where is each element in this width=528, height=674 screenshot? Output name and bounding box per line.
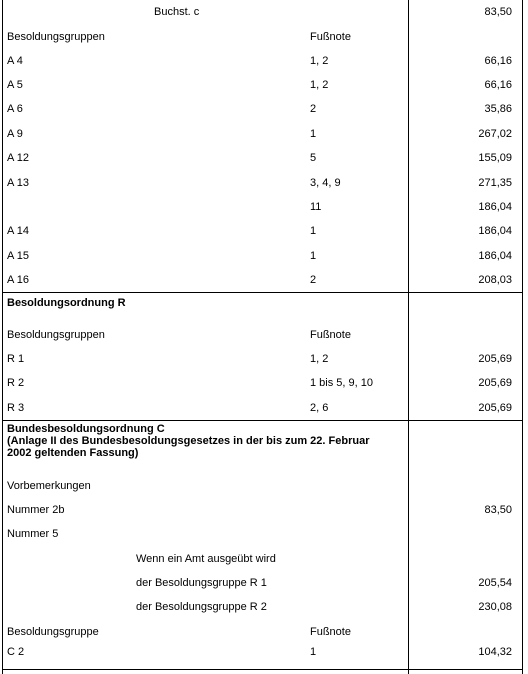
table-row-footnote: 3, 4, 9	[310, 177, 341, 189]
table-row-label: R 2	[7, 377, 25, 389]
column-header-group: Besoldungsgruppen	[7, 329, 105, 341]
table-row-value: 271,35	[478, 177, 512, 189]
condition-text: Wenn ein Amt ausgeübt wird	[136, 553, 276, 565]
table-row-value: 66,16	[484, 79, 512, 91]
table-row-footnote: 2	[310, 103, 317, 115]
table-row-label: R 1	[7, 353, 25, 365]
table-row-value: 83,50	[484, 6, 512, 18]
column-header-group: Besoldungsgruppe	[7, 626, 99, 638]
table-row-value: 205,69	[478, 402, 512, 414]
row-divider	[2, 669, 523, 670]
table-row-indent-label: Buchst. c	[154, 6, 200, 18]
table-row-value: 267,02	[478, 128, 512, 140]
table-row-footnote: 2	[310, 274, 317, 286]
table-row-label: A 6	[7, 103, 23, 115]
table-row-footnote: 1	[310, 225, 317, 237]
column-header-footnote: Fußnote	[310, 31, 351, 43]
vorbemerkungen-label: Vorbemerkungen	[7, 480, 91, 492]
table-row-label: A 13	[7, 177, 30, 189]
table-row-value: 186,04	[478, 201, 512, 213]
table-right-border	[522, 0, 523, 674]
section-heading: Besoldungsordnung R	[7, 297, 126, 309]
section-heading-line: 2002 geltenden Fassung)	[7, 447, 139, 459]
table-row-label: A 9	[7, 128, 23, 140]
table-row-value: 83,50	[484, 504, 512, 516]
table-row-label: R 3	[7, 402, 25, 414]
column-header-footnote: Fußnote	[310, 626, 351, 638]
table-row-footnote: 11	[310, 201, 322, 213]
section-heading-line: (Anlage II des Bundesbesoldungsgesetzes in der bis zum 22. Februar	[7, 435, 370, 447]
table-row-value: 186,04	[478, 250, 512, 262]
table-row-label: A 15	[7, 250, 30, 262]
table-row-label: A 5	[7, 79, 23, 91]
table-row-footnote: 1	[310, 646, 317, 658]
table-row-value: 205,54	[478, 577, 512, 589]
table-row-footnote: 1	[310, 128, 317, 140]
table-row-value: 35,86	[484, 103, 512, 115]
table-row-value: 186,04	[478, 225, 512, 237]
table-row-value: 205,69	[478, 353, 512, 365]
table-row-label: C 2	[7, 646, 25, 658]
table-row-label: A 12	[7, 152, 30, 164]
table-row-footnote: 1, 2	[310, 79, 329, 91]
row-divider	[2, 292, 523, 293]
table-row-footnote: 1	[310, 250, 317, 262]
column-divider	[408, 0, 409, 674]
row-divider	[2, 420, 523, 421]
besoldung-table	[2, 0, 523, 674]
table-row-footnote: 1 bis 5, 9, 10	[310, 377, 373, 389]
table-row-label: Nummer 5	[7, 528, 59, 540]
table-row-value: 66,16	[484, 55, 512, 67]
table-row-footnote: 1, 2	[310, 353, 329, 365]
table-row-label: der Besoldungsgruppe R 2	[136, 601, 267, 613]
column-header-footnote: Fußnote	[310, 329, 351, 341]
table-row-value: 208,03	[478, 274, 512, 286]
table-row-label: A 14	[7, 225, 30, 237]
table-row-footnote: 2, 6	[310, 402, 329, 414]
table-row-value: 155,09	[478, 152, 512, 164]
section-heading-line: Bundesbesoldungsordnung C	[7, 423, 165, 435]
table-row-label: Nummer 2b	[7, 504, 65, 516]
table-row-footnote: 1, 2	[310, 55, 329, 67]
table-row-label: A 4	[7, 55, 23, 67]
table-row-label: der Besoldungsgruppe R 1	[136, 577, 267, 589]
table-left-border	[2, 0, 3, 674]
table-row-footnote: 5	[310, 152, 317, 164]
table-row-label: A 16	[7, 274, 30, 286]
table-row-value: 104,32	[478, 646, 512, 658]
table-row-value: 205,69	[478, 377, 512, 389]
table-row-value: 230,08	[478, 601, 512, 613]
column-header-group: Besoldungsgruppen	[7, 31, 105, 43]
